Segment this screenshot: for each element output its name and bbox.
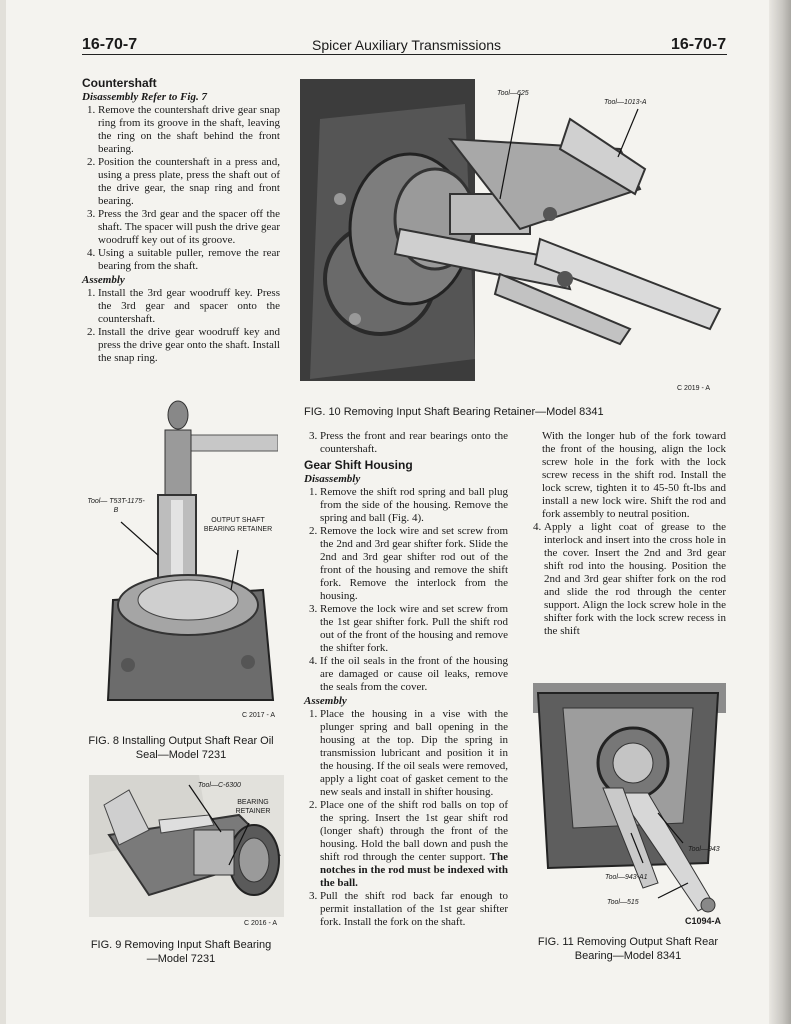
page-right-edge	[769, 0, 791, 1024]
list-item: 2. Install the drive gear woodruff key and press the drive gear onto the shaft. Install the snap ring.	[98, 326, 280, 365]
fig9-part: BEARING RETAINER	[235, 799, 271, 815]
fig8-illustration	[103, 400, 278, 708]
fig10-code: C 2019 - A	[677, 385, 711, 392]
list-item: 2. Position the countershaft in a press and, using a press plate, press the shaft out of the drive gear, the snap ring and front bearing.	[98, 156, 280, 208]
fig9-tool: Tool—C-6300	[198, 782, 241, 789]
fig9-photo	[89, 775, 284, 917]
fig8-code: C 2017 - A	[242, 712, 276, 719]
countershaft-assembly-steps-cont	[304, 430, 508, 456]
countershaft-heading: Countershaft	[82, 76, 157, 90]
assembly-step2-note: The notches in the rod must be indexed with the ball.	[320, 851, 509, 889]
list-item: 1. Remove the shift rod spring and ball plug from the side of the housing. Remove the spring and ball (Fig. 4).	[320, 486, 508, 525]
list-item: 1. Remove the countershaft drive gear snap ring from its groove in the shaft, leaving the ring on the shaft behind the front bearing.	[98, 104, 280, 156]
fig11-tool-a: Tool—943	[688, 846, 720, 853]
assembly-step2-text: Place one of the shift rod balls on top of the spring. Insert the 1st gear shift rod (longer shaft) through the front of the housing. Hold the ball down and push the shift rod through the center support.	[320, 799, 508, 863]
countershaft-disassembly-heading: Disassembly Refer to Fig. 7	[82, 91, 207, 103]
page-number-right: 16-70-7	[671, 36, 727, 53]
fig10-photo	[300, 79, 726, 381]
fig11-tool-b: Tool—943-A1	[605, 874, 648, 881]
fig11-caption: FIG. 11 Removing Output Shaft Rear Bearing—Model 8341	[537, 936, 719, 962]
list-item: 4. Apply a light coat of grease to the interlock and insert into the cross hole in the cover. Insert the 2nd and 3rd gear shift rod into the housing. Position the 2nd and 3rd gear shifter fork on the rod and slide the rod through the center support. Align the lock screw hole in the shifter fork with the lock screw recess in the shift	[544, 521, 726, 638]
fig8-photo	[103, 400, 278, 708]
list-item: 3. Press the 3rd gear and the spacer off the shaft. The spacer will push the drive gear woodruff key out of its groove.	[98, 208, 280, 247]
gear-shift-assembly-steps	[304, 708, 508, 929]
list-item: 2. Remove the lock wire and set screw from the 2nd and 3rd gear shifter fork. Slide the 2nd and 3rd gear shifter rod out of the front of the housing and remove the shift fork. Remove the interlock from the housing.	[320, 525, 508, 603]
middle-column	[304, 430, 508, 929]
fig9-illustration	[89, 775, 284, 917]
countershaft-assembly-heading: Assembly	[82, 274, 125, 286]
list-item: 3. Remove the lock wire and set screw from the 1st gear shifter fork. Pull the shift rod out of the front of the housing and remove the shifter fork.	[320, 603, 508, 655]
list-item: 3. Pull the shift rod back far enough to permit installation of the 1st gear shifter fork. Install the fork on the shaft.	[320, 890, 508, 929]
gear-shift-assembly-steps-cont	[530, 521, 726, 638]
fig11-code: C1094-A	[685, 916, 722, 926]
fig9-caption: FIG. 9 Removing Input Shaft Bearing—Model 7231	[90, 939, 272, 965]
running-title: Spicer Auxiliary Transmissions	[312, 37, 502, 53]
countershaft-assembly-steps	[82, 287, 280, 365]
list-item: 4. If the oil seals in the front of the housing are damaged or cause oil leaks, remove the seals from the cover.	[320, 655, 508, 694]
fig10-caption: FIG. 10 Removing Input Shaft Bearing Retainer—Model 8341	[304, 406, 604, 418]
fig11-tool-c: Tool—515	[607, 899, 639, 906]
header-rule	[82, 54, 727, 55]
fig9-code: C 2016 - A	[244, 920, 278, 927]
list-item: 4. Using a suitable puller, remove the rear bearing from the shaft.	[98, 247, 280, 273]
right-column	[530, 430, 726, 638]
fig8-caption: FIG. 8 Installing Output Shaft Rear Oil Seal—Model 7231	[88, 735, 274, 761]
fig10-tool-b: Tool—1013-A	[604, 99, 647, 106]
assembly-step3-cont: With the longer hub of the fork toward the front of the housing, align the lock screw hole in the fork with the lock screw recess in the shift rod. Install the lock screw, tighten it to 45-50 ft-lbs and install a new lock wire. Shift the rod and fork assembly to neutral position.	[542, 430, 726, 520]
list-item: 3. Press the front and rear bearings onto the countershaft.	[320, 430, 508, 456]
gear-shift-disassembly-heading: Disassembly	[304, 473, 361, 485]
list-item	[320, 799, 508, 890]
page-number-left: 16-70-7	[82, 36, 138, 53]
countershaft-section	[82, 76, 280, 365]
gear-shift-heading: Gear Shift Housing	[304, 458, 413, 472]
fig10-tool-a: Tool—625	[497, 90, 529, 97]
list-item: 1. Place the housing in a vise with the plunger spring and ball opening in the housing at the top. Dip the spring in transmission lubricant and position it in the housing. If the oil seals were removed, apply a light coat of gasket cement to the new seals and install in shifter housing.	[320, 708, 508, 799]
fig8-part: OUTPUT SHAFT BEARING RETAINER	[203, 517, 273, 533]
page-left-edge	[0, 0, 6, 1024]
list-item: 1. Install the 3rd gear woodruff key. Press the 3rd gear and spacer onto the countershaft.	[98, 287, 280, 326]
gear-shift-disassembly-steps	[304, 486, 508, 694]
fig10-illustration	[300, 79, 726, 381]
countershaft-disassembly-steps	[82, 104, 280, 273]
fig8-tool: Tool— T53T-1175-B	[87, 498, 145, 514]
gear-shift-assembly-heading: Assembly	[304, 695, 347, 707]
